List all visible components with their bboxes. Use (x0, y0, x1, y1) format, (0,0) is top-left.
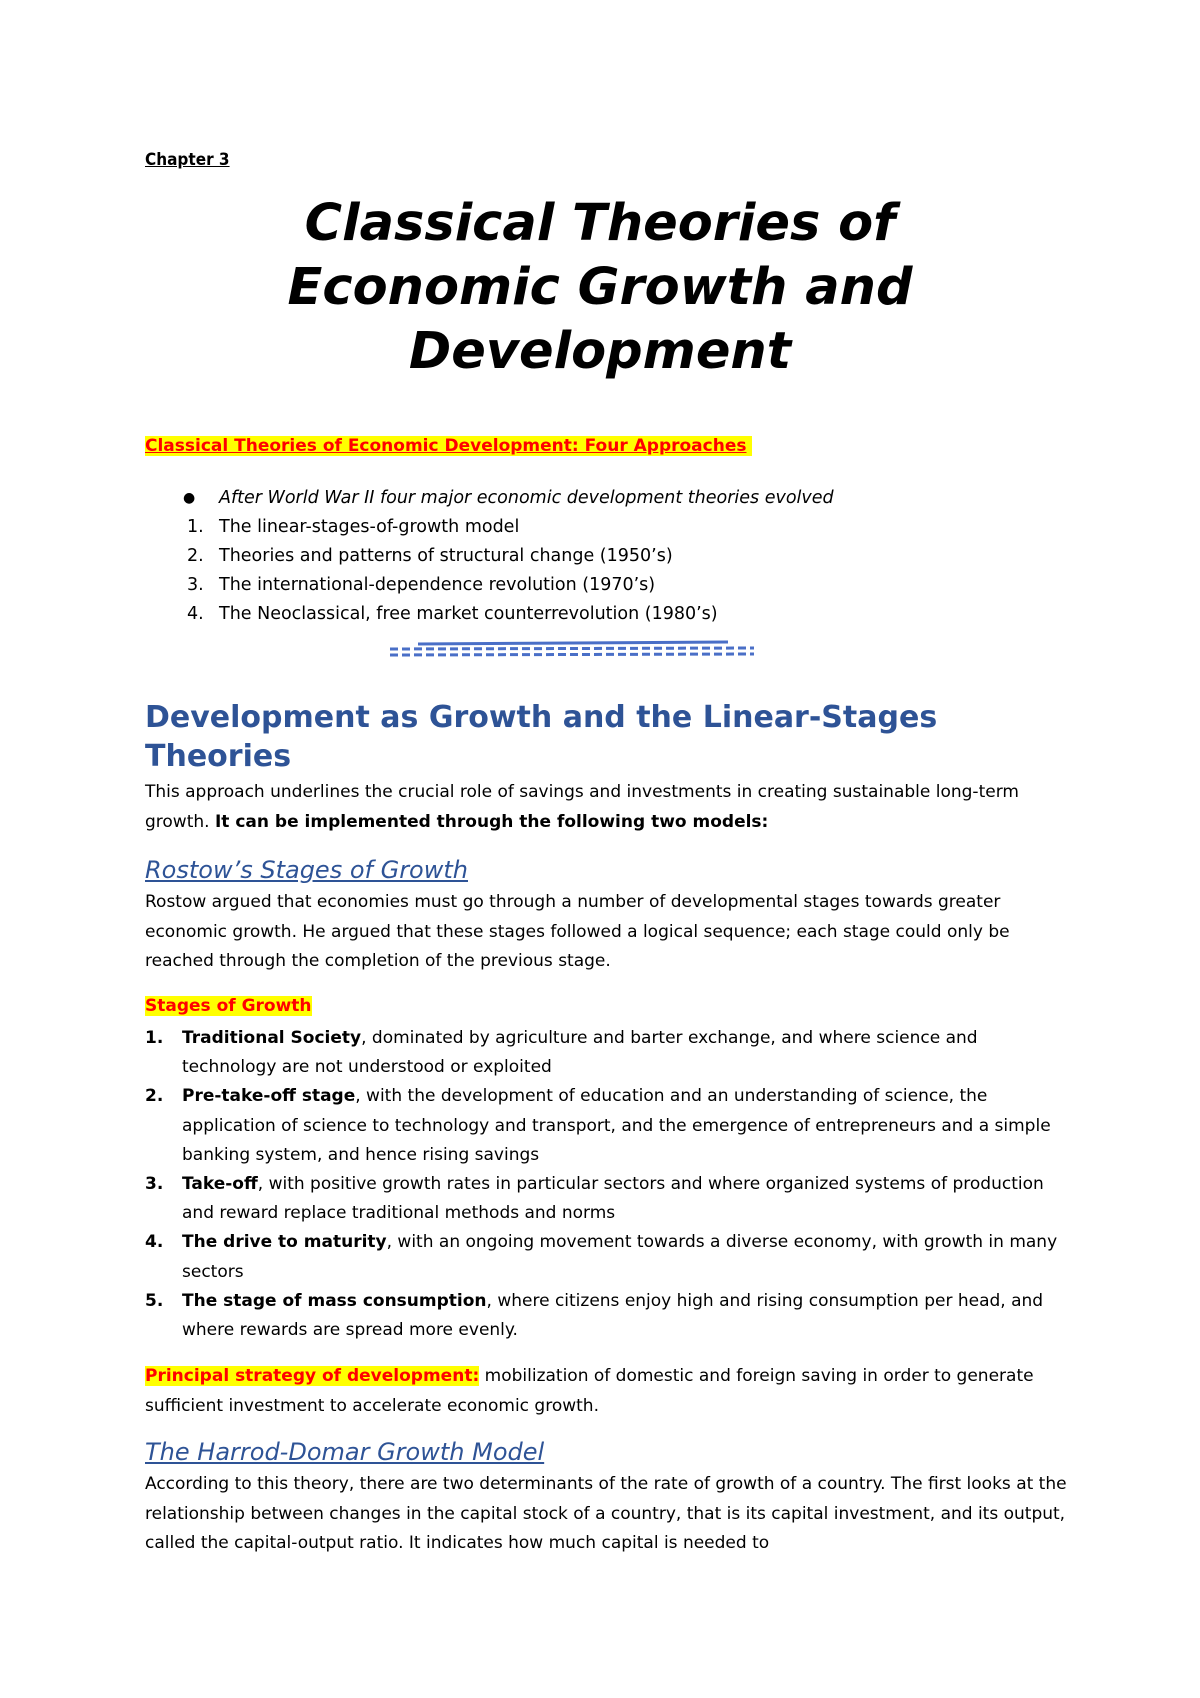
list-item (145, 1170, 1075, 1228)
list-item (145, 1024, 1075, 1082)
stage-name: The stage of mass consumption (182, 1290, 487, 1311)
rostow-paragraph: Rostow argued that economies must go through a number of developmental stages towards greater economic growth. He argued that these stages followed a logical sequence; each stage could only be reached through the completion of the previous stage. (145, 892, 1010, 971)
stage-name: Pre-take-off stage (182, 1086, 356, 1107)
strategy-paragraph (145, 1362, 1075, 1421)
linear-intro-paragraph (145, 778, 1075, 837)
strategy-text: mobilization of domestic and foreign saving in order to generate sufficient investment to accelerate economic growth. (145, 1366, 1034, 1416)
decorative-divider (388, 640, 756, 658)
title-line: Classical Theories of (304, 194, 896, 253)
list-item (145, 1082, 1075, 1170)
list-text: The international-dependence revolution (1970’s) (219, 575, 656, 595)
list-number: 4. (145, 1232, 164, 1253)
list-number: 1. (145, 1028, 164, 1048)
title-line: Economic Growth and (287, 258, 913, 317)
strategy-label: Principal strategy of development: (145, 1366, 480, 1386)
list-number: 2. (187, 546, 204, 566)
list-number: 2. (145, 1086, 164, 1107)
stage-name: Traditional Society (182, 1028, 362, 1048)
list-text: Theories and patterns of structural change (1950’s) (219, 546, 673, 566)
list-number: 5. (145, 1290, 164, 1311)
list-number: 3. (145, 1174, 164, 1195)
stage-description: , with the development of education and an understanding of science, the application of science to technology and transport, and the emergence of entrepreneurs and a simple banking system, and hence rising savings (182, 1086, 1051, 1165)
stage-description: , with an ongoing movement towards a diverse economy, with growth in many sectors (182, 1232, 1058, 1282)
stage-description: , dominated by agriculture and barter exchange, and where science and technology are not understood or exploited (182, 1028, 978, 1078)
list-number: 3. (187, 575, 204, 595)
linear-intro-bold: It can be implemented through the following two models: (214, 811, 769, 832)
heading-rostow: Rostow’s Stages of Growth (145, 856, 468, 884)
harrod-paragraph: According to this theory, there are two determinants of the rate of growth of a country. The first looks at the relationship between changes in the capital stock of a country, that is its capital investment, and its output, called the capital-output ratio. It indicates how much capital is needed to (145, 1474, 1067, 1553)
list-number: 4. (187, 604, 204, 624)
list-item (145, 1228, 1075, 1286)
title-line: Development (408, 322, 792, 381)
stages-list (145, 1024, 1075, 1345)
stages-heading: Stages of Growth (145, 996, 312, 1016)
stage-name: Take-off (182, 1174, 258, 1195)
stage-description: , with positive growth rates in particular sectors and where organized systems of production and reward replace traditional methods and norms (182, 1174, 1044, 1224)
heading-linear-stages: Development as Growth and the Linear-Stages Theories (145, 700, 938, 774)
list-text: The Neoclassical, free market counterrevolution (1980’s) (219, 604, 718, 624)
stage-description: , where citizens enjoy high and rising consumption per head, and where rewards are spread more evenly. (182, 1290, 1044, 1341)
heading-harrod-domar: The Harrod-Domar Growth Model (145, 1438, 545, 1466)
list-item (145, 1287, 1075, 1345)
stage-name: The drive to maturity (182, 1232, 387, 1253)
document-title (200, 192, 1000, 384)
chapter-label: Chapter 3 (145, 150, 230, 170)
list-number: 1. (187, 517, 204, 537)
bullet-icon: ● (183, 490, 196, 506)
linear-intro-text: This approach underlines the crucial role of savings and investments in creating sustainable long-term growth. (145, 782, 1019, 832)
list-text: The linear-stages-of-growth model (219, 517, 520, 537)
intro-bullet-text: After World War II four major economic development theories evolved (219, 488, 834, 508)
section-heading-approaches: Classical Theories of Economic Development: Four Approaches (145, 436, 752, 456)
